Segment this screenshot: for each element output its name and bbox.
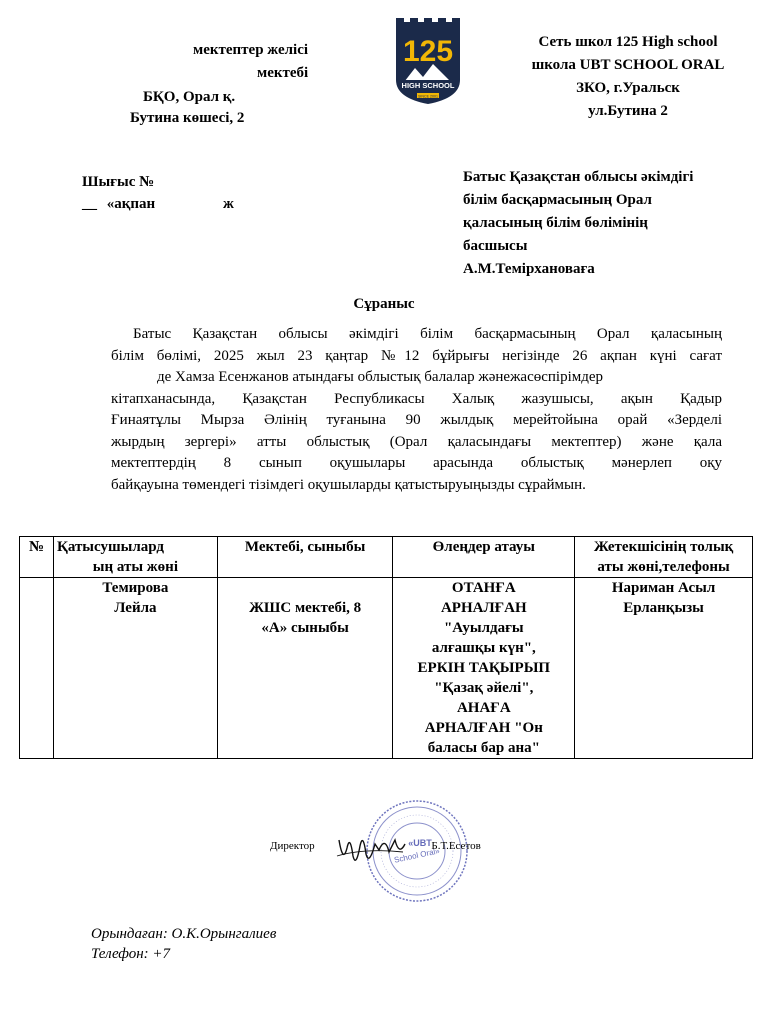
header-poems: Өлеңдер атауы (393, 537, 575, 578)
row-participant-line1: Темирова (102, 580, 169, 596)
outgoing-line1: Шығыс № (82, 174, 155, 190)
request-body (111, 324, 722, 496)
body-line4: кітапханасында, Қазақстан Республикасы Халық жазушысы, ақын Қадыр (111, 390, 722, 407)
row-poem-line3: "Ауылдағы (443, 620, 524, 636)
director-role: Директор (270, 840, 315, 852)
handwritten-signature (333, 826, 413, 870)
header-right-line3: ЗКО, г.Уральск (576, 80, 680, 96)
row-num (20, 578, 54, 759)
outgoing-year: ж (222, 196, 234, 212)
row-supervisor (575, 578, 753, 759)
outgoing-month: «ақпан (106, 196, 156, 212)
body-line6: жырдың зергері» атты облыстық (Орал қаласындағы мектептер) және қала (111, 433, 722, 450)
row-participant (53, 578, 217, 759)
school-logo (393, 14, 463, 106)
header-supervisor (575, 537, 753, 578)
outgoing-line2 (82, 193, 234, 215)
header-left-line4: Бутина көшесі, 2 (130, 110, 245, 126)
addressee-line2: білім басқармасының Орал (463, 192, 652, 208)
header-participant (53, 537, 217, 578)
header-participant-line1: Қатысушылард (56, 539, 165, 555)
header-supervisor-line2: аты жөні,телефоны (597, 559, 730, 575)
row-school (217, 578, 393, 759)
addressee-line5: А.М.Темірхановаға (463, 261, 595, 277)
header-supervisor-line1: Жетекшісінің толық (593, 539, 734, 555)
row-poem-line6: "Қазақ әйелі", (434, 680, 534, 696)
row-school-line2: «А» сыныбы (261, 620, 349, 636)
row-poem-line1: ОТАНҒА (451, 580, 516, 596)
row-participant-line2: Лейла (114, 600, 157, 616)
header-left-line2: мектебі (257, 65, 309, 81)
row-school-line1: ЖШС мектебі, 8 (249, 600, 362, 616)
row-supervisor-line2: Ерланқызы (623, 600, 704, 616)
outgoing-number (82, 171, 234, 215)
addressee (463, 166, 753, 281)
body-line2: білім бөлімі, 2025 жыл 23 қаңтар №12 бұйрығы негізінде 26 ақпан күні сағат (111, 347, 722, 364)
body-line7: мектептердің 8 сынып оқушылары арасында облыстық мәнерлеп оқу (111, 455, 722, 471)
header-left-line1: мектептер желісі (193, 42, 309, 58)
header-right-line1: Сеть школ 125 High school (538, 34, 718, 50)
signature-scribble-icon (333, 826, 413, 870)
body-line5: Ғинаятұлы Мырза Әлінің туғанына 90 жылдық мерейтойына орай «Зерделі (111, 412, 722, 428)
table-header-row (20, 537, 753, 578)
director-name: Б.Т.Есетов (431, 840, 481, 852)
header-left-line3: БҚО, Орал қ. (143, 89, 236, 105)
table-row (20, 578, 753, 759)
row-supervisor-line1: Нариман Асыл (611, 580, 716, 596)
addressee-line1: Батыс Қазақстан облысы әкімдігі (463, 169, 694, 185)
row-poem-line5: ЕРКІН ТАҚЫРЫП (417, 660, 551, 676)
body-line3: де Хамза Есенжанов атындағы облыстық балалар жәнежасөспірімдер (157, 369, 604, 385)
row-poem-line7: АНАҒА (456, 700, 511, 716)
executor-line: Орындаған: О.К.Орынгалиев (91, 926, 277, 942)
logo-number: 125 (402, 35, 454, 68)
stamp-text-1: «UBT (408, 838, 432, 848)
row-poem-line9: баласы бар ана" (427, 740, 540, 756)
body-line8: байқауына төмендегі тізімдегі оқушыларды қатыстыруыңызды сұраймын. (111, 476, 586, 493)
header-right-line4: ул.Бутина 2 (588, 103, 668, 119)
outgoing-blank: __ (82, 196, 97, 212)
phone-line: Телефон: +7 (91, 946, 171, 962)
addressee-line3: қаласының білім бөлімінің (463, 215, 648, 231)
row-poem-line8: АРНАЛҒАН "Он (424, 720, 543, 736)
logo-since: SINCE 2001 (418, 94, 438, 99)
header-participant-line2: ың аты жөні (92, 559, 178, 575)
document-title: Сұраныс (353, 296, 415, 312)
row-poem-line4: алғашқы күн", (431, 640, 536, 656)
row-poem-line2: АРНАЛҒАН (440, 600, 527, 616)
logo-text: HIGH SCHOOL (401, 81, 455, 90)
participants-table (19, 536, 753, 759)
header-right-line2: школа UBT SCHOOL ORAL (531, 57, 725, 73)
body-line1: Батыс Қазақстан облысы әкімдігі білім басқармасының Орал қаласының (133, 326, 722, 342)
header-right (508, 31, 748, 123)
row-poems (393, 578, 575, 759)
logo-shield-icon (393, 14, 463, 106)
header-num: № (20, 537, 54, 578)
addressee-line4: басшысы (463, 238, 528, 254)
header-school: Мектебі, сыныбы (217, 537, 393, 578)
stamp-text-2: School Oral» (393, 846, 441, 865)
